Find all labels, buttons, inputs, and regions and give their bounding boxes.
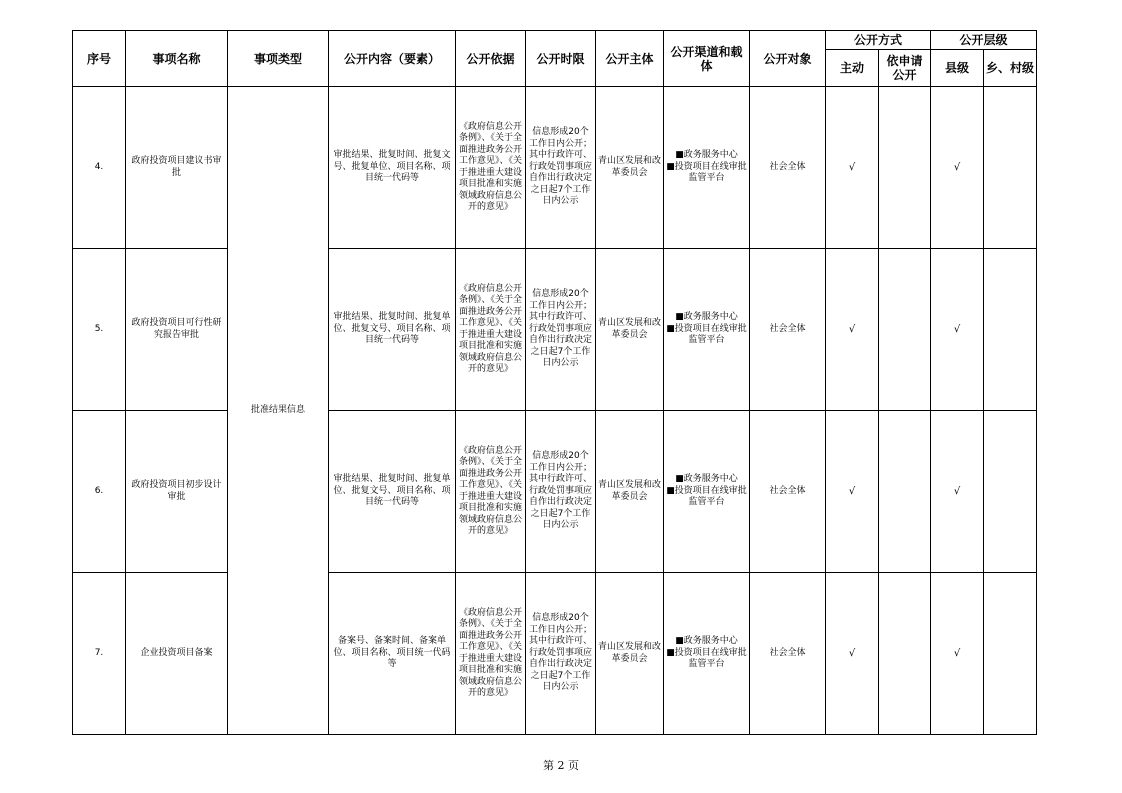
header-method-active: 主动 [826,50,879,87]
row-apply-mark [879,573,931,735]
row-county-mark: √ [931,249,984,411]
channel-item: ■政务服务中心 [675,312,738,323]
row-time-limit: 信息形成20个工作日内公开；其中行政许可、行政处罚事项应自作出行政决定之日起7个工作日内公示 [526,87,596,249]
row-audience: 社会全体 [750,573,826,735]
row-basis: 《政府信息公开条例》、《关于全面推进政务公开工作意见》、《关于推进重大建设项目批准和实施领域政府信息公开的意见》 [456,87,526,249]
header-audience: 公开对象 [750,31,826,87]
row-subject: 青山区发展和改革委员会 [596,573,664,735]
header-subject: 公开主体 [596,31,664,87]
row-channel [664,411,750,573]
channel-item: ■政务服务中心 [675,474,738,485]
row-village-mark [984,573,1037,735]
table-row [73,573,1037,735]
row-content: 备案号、备案时间、备案单位、项目名称、项目统一代码等 [329,573,456,735]
channel-item: ■投资项目在线审批监管平台 [666,647,747,670]
row-basis: 《政府信息公开条例》、《关于全面推进政务公开工作意见》、《关于推进重大建设项目批准和实施领域政府信息公开的意见》 [456,249,526,411]
row-name: 政府投资项目初步设计审批 [126,411,228,573]
channel-item: ■投资项目在线审批监管平台 [666,161,747,184]
header-level-village: 乡、村级 [984,50,1037,87]
row-time-limit: 信息形成20个工作日内公开；其中行政许可、行政处罚事项应自作出行政决定之日起7个工作日内公示 [526,249,596,411]
row-subject: 青山区发展和改革委员会 [596,87,664,249]
row-active-mark: √ [826,87,879,249]
row-content: 审批结果、批复时间、批复单位、批复文号、项目名称、项目统一代码等 [329,411,456,573]
table-row [73,249,1037,411]
row-apply-mark [879,411,931,573]
row-no: 6. [73,411,126,573]
row-county-mark: √ [931,87,984,249]
header-channel: 公开渠道和载体 [664,31,750,87]
row-name: 政府投资项目可行性研究报告审批 [126,249,228,411]
row-basis: 《政府信息公开条例》、《关于全面推进政务公开工作意见》、《关于推进重大建设项目批准和实施领域政府信息公开的意见》 [456,573,526,735]
row-no: 5. [73,249,126,411]
page-number: 第 2 页 [543,759,579,772]
channel-item: ■政务服务中心 [675,150,738,161]
table-row [73,411,1037,573]
row-time-limit: 信息形成20个工作日内公开；其中行政许可、行政处罚事项应自作出行政决定之日起7个工作日内公示 [526,411,596,573]
row-active-mark: √ [826,411,879,573]
merged-type-cell: 批准结果信息 [228,87,329,735]
row-content: 审批结果、批复时间、批复文号、批复单位、项目名称、项目统一代码等 [329,87,456,249]
row-county-mark: √ [931,411,984,573]
row-apply-mark [879,249,931,411]
header-level-county: 县级 [931,50,984,87]
row-active-mark: √ [826,249,879,411]
header-method-apply: 依申请公开 [879,50,931,87]
row-channel [664,573,750,735]
channel-item: ■政务服务中心 [675,636,738,647]
row-village-mark [984,87,1037,249]
row-time-limit: 信息形成20个工作日内公开；其中行政许可、行政处罚事项应自作出行政决定之日起7个工作日内公示 [526,573,596,735]
row-channel [664,87,750,249]
row-no: 7. [73,573,126,735]
channel-item: ■投资项目在线审批监管平台 [666,485,747,508]
row-no: 4. [73,87,126,249]
row-name: 政府投资项目建议书审批 [126,87,228,249]
row-village-mark [984,249,1037,411]
row-basis: 《政府信息公开条例》、《关于全面推进政务公开工作意见》、《关于推进重大建设项目批准和实施领域政府信息公开的意见》 [456,411,526,573]
row-subject: 青山区发展和改革委员会 [596,411,664,573]
row-content: 审批结果、批复时间、批复单位、批复文号、项目名称、项目统一代码等 [329,249,456,411]
header-content: 公开内容（要素） [329,31,456,87]
header-basis: 公开依据 [456,31,526,87]
row-audience: 社会全体 [750,87,826,249]
row-channel [664,249,750,411]
header-type: 事项类型 [228,31,329,87]
row-village-mark [984,411,1037,573]
channel-item: ■投资项目在线审批监管平台 [666,323,747,346]
header-no: 序号 [73,31,126,87]
row-county-mark: √ [931,573,984,735]
header-level: 公开层级 [931,31,1037,50]
table-row [73,87,1037,249]
row-subject: 青山区发展和改革委员会 [596,249,664,411]
header-name: 事项名称 [126,31,228,87]
row-active-mark: √ [826,573,879,735]
row-apply-mark [879,87,931,249]
row-audience: 社会全体 [750,411,826,573]
disclosure-table [72,30,1037,735]
row-audience: 社会全体 [750,249,826,411]
header-time-limit: 公开时限 [526,31,596,87]
row-name: 企业投资项目备案 [126,573,228,735]
header-method: 公开方式 [826,31,931,50]
